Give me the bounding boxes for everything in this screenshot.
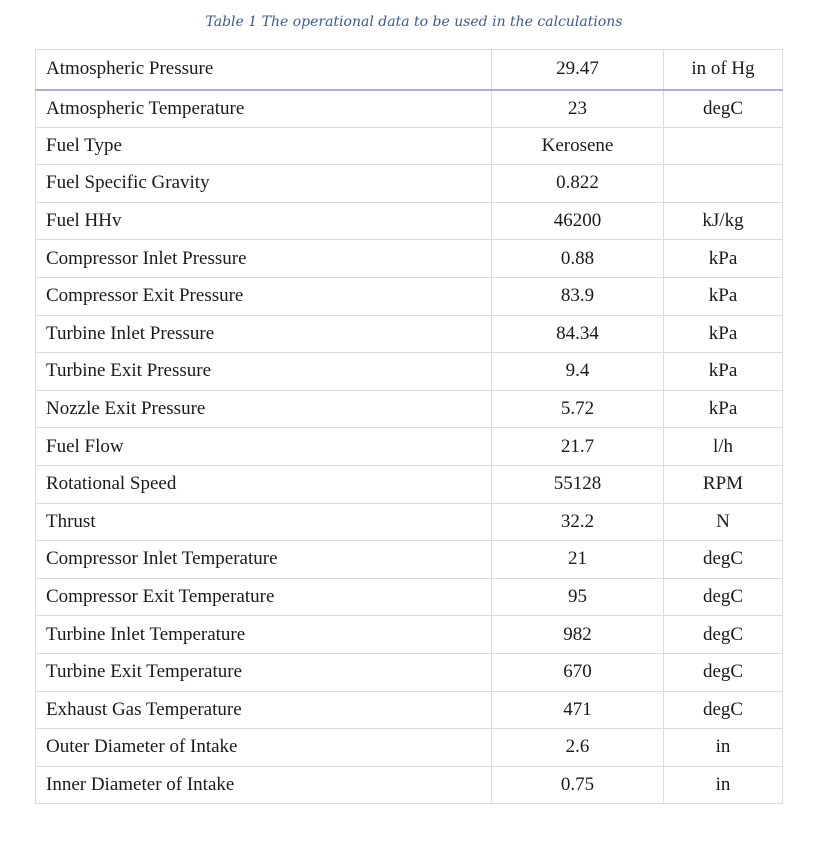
parameter-name-cell: Thrust [36, 503, 492, 541]
parameter-name-cell: Fuel Specific Gravity [36, 165, 492, 203]
unit-cell: kPa [664, 353, 783, 391]
unit-cell: RPM [664, 465, 783, 503]
value-cell: 21.7 [492, 428, 664, 466]
unit-cell: degC [664, 90, 783, 128]
table-body [36, 50, 783, 804]
parameter-name-cell: Fuel Type [36, 127, 492, 165]
value-cell: 2.6 [492, 729, 664, 767]
value-cell: 32.2 [492, 503, 664, 541]
value-cell: Kerosene [492, 127, 664, 165]
table-row [36, 578, 783, 616]
table-row [36, 653, 783, 691]
unit-cell: kPa [664, 277, 783, 315]
value-cell: 23 [492, 90, 664, 128]
table-row [36, 766, 783, 804]
unit-cell: degC [664, 691, 783, 729]
unit-cell: degC [664, 578, 783, 616]
table-row [36, 691, 783, 729]
value-cell: 0.75 [492, 766, 664, 804]
value-cell: 21 [492, 541, 664, 579]
parameter-name-cell: Compressor Exit Temperature [36, 578, 492, 616]
value-cell: 670 [492, 653, 664, 691]
table-row [36, 315, 783, 353]
unit-cell [664, 165, 783, 203]
value-cell: 29.47 [492, 50, 664, 90]
table-row [36, 165, 783, 203]
table-row [36, 465, 783, 503]
table-row [36, 390, 783, 428]
unit-cell: in of Hg [664, 50, 783, 90]
table-row [36, 240, 783, 278]
unit-cell: degC [664, 616, 783, 654]
parameter-name-cell: Inner Diameter of Intake [36, 766, 492, 804]
table-row [36, 729, 783, 767]
parameter-name-cell: Atmospheric Temperature [36, 90, 492, 128]
value-cell: 0.822 [492, 165, 664, 203]
unit-cell: kPa [664, 240, 783, 278]
parameter-name-cell: Compressor Inlet Pressure [36, 240, 492, 278]
unit-cell: degC [664, 653, 783, 691]
unit-cell: in [664, 729, 783, 767]
table-row [36, 616, 783, 654]
value-cell: 55128 [492, 465, 664, 503]
parameter-name-cell: Compressor Exit Pressure [36, 277, 492, 315]
parameter-name-cell: Rotational Speed [36, 465, 492, 503]
table-caption: Table 1 The operational data to be used in the calculations [205, 14, 623, 30]
table-row [36, 202, 783, 240]
unit-cell: kPa [664, 315, 783, 353]
parameter-name-cell: Outer Diameter of Intake [36, 729, 492, 767]
unit-cell: N [664, 503, 783, 541]
value-cell: 471 [492, 691, 664, 729]
parameter-name-cell: Turbine Exit Pressure [36, 353, 492, 391]
value-cell: 982 [492, 616, 664, 654]
table-row [36, 50, 783, 90]
value-cell: 5.72 [492, 390, 664, 428]
parameter-name-cell: Atmospheric Pressure [36, 50, 492, 90]
parameter-name-cell: Compressor Inlet Temperature [36, 541, 492, 579]
table-row [36, 127, 783, 165]
value-cell: 0.88 [492, 240, 664, 278]
parameter-name-cell: Fuel HHv [36, 202, 492, 240]
value-cell: 46200 [492, 202, 664, 240]
value-cell: 84.34 [492, 315, 664, 353]
table-row [36, 503, 783, 541]
unit-cell: l/h [664, 428, 783, 466]
unit-cell: kPa [664, 390, 783, 428]
parameter-name-cell: Nozzle Exit Pressure [36, 390, 492, 428]
value-cell: 95 [492, 578, 664, 616]
value-cell: 83.9 [492, 277, 664, 315]
unit-cell: degC [664, 541, 783, 579]
parameter-name-cell: Exhaust Gas Temperature [36, 691, 492, 729]
table-row [36, 277, 783, 315]
unit-cell: in [664, 766, 783, 804]
table-row [36, 428, 783, 466]
operational-data-table [35, 49, 783, 804]
parameter-name-cell: Turbine Inlet Temperature [36, 616, 492, 654]
parameter-name-cell: Turbine Inlet Pressure [36, 315, 492, 353]
table-row [36, 353, 783, 391]
value-cell: 9.4 [492, 353, 664, 391]
unit-cell [664, 127, 783, 165]
table-row [36, 541, 783, 579]
parameter-name-cell: Turbine Exit Temperature [36, 653, 492, 691]
parameter-name-cell: Fuel Flow [36, 428, 492, 466]
table-row [36, 90, 783, 128]
unit-cell: kJ/kg [664, 202, 783, 240]
